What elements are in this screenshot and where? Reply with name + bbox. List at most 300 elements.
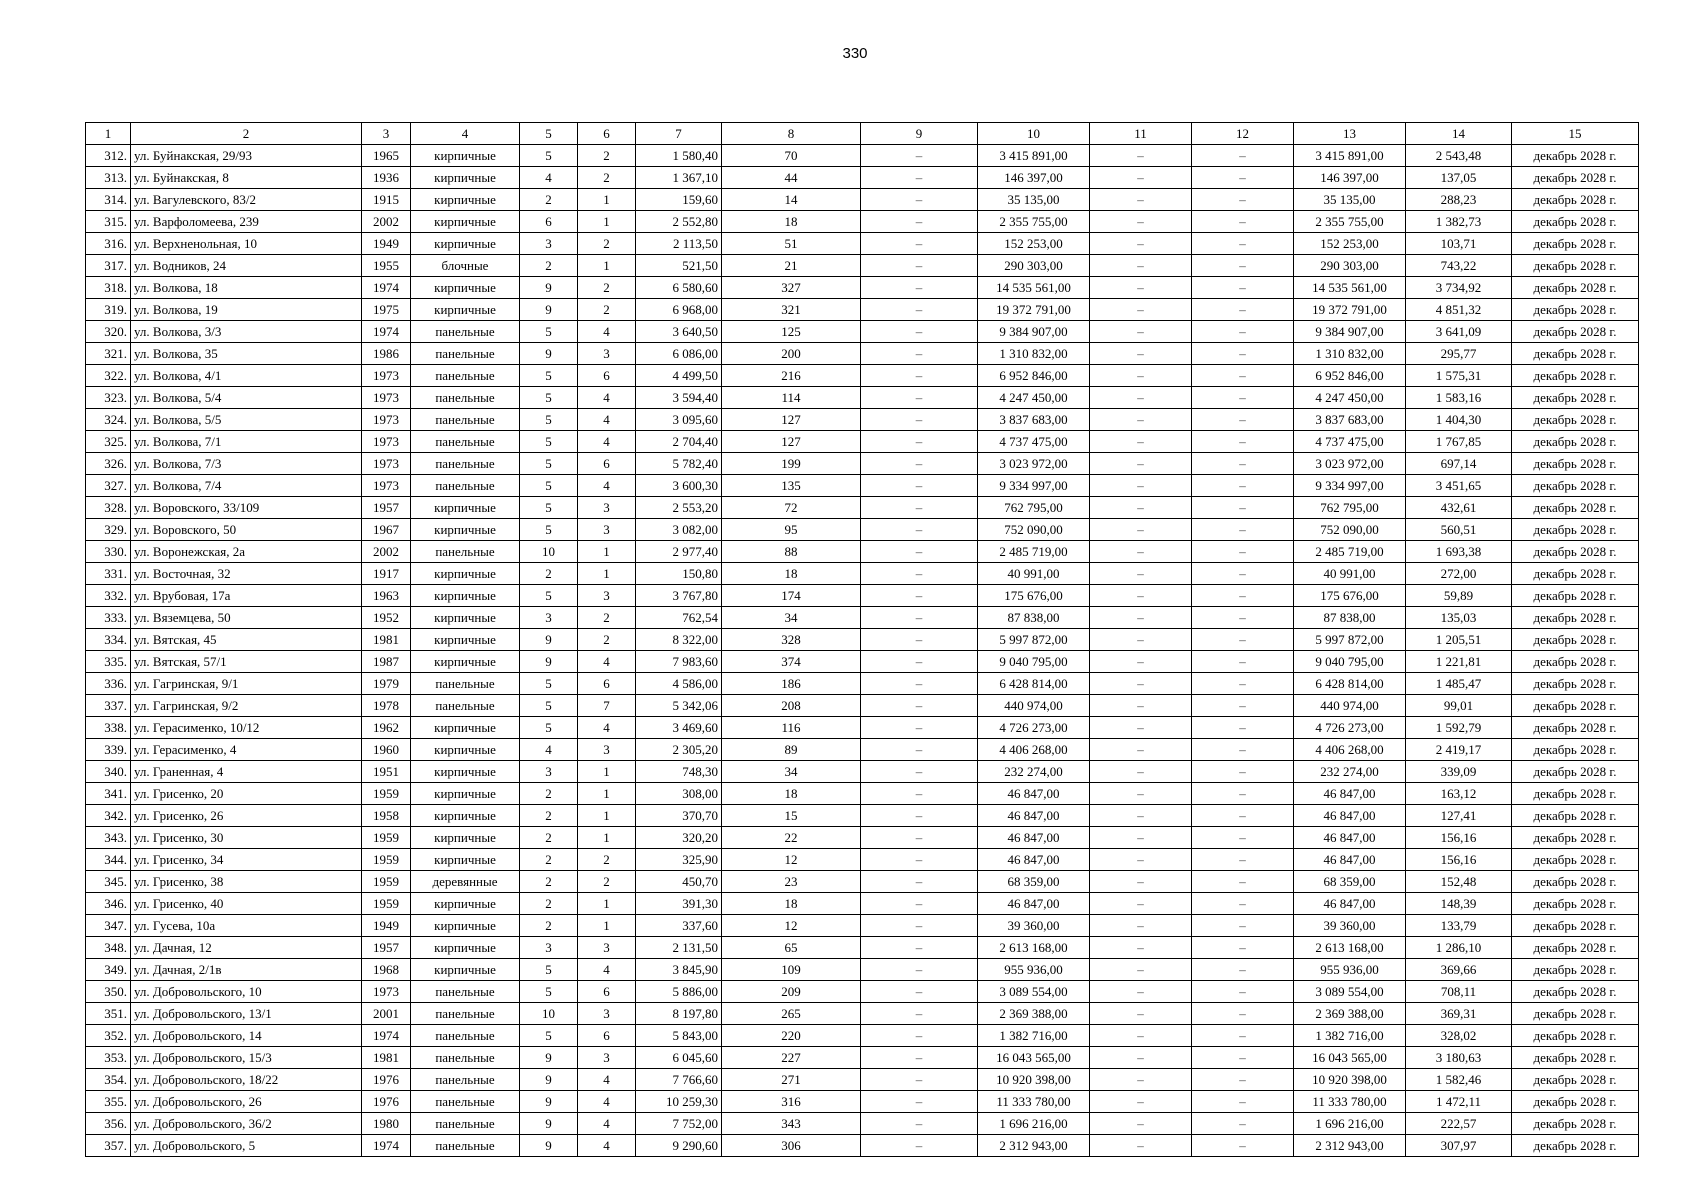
column-header-5: 5: [520, 123, 578, 145]
table-cell-col-7: 2 113,50: [636, 233, 722, 255]
table-cell-col-1: 323.: [86, 387, 131, 409]
table-cell-col-11: –: [1090, 871, 1192, 893]
table-cell-col-1: 349.: [86, 959, 131, 981]
table-cell-col-14: 3 641,09: [1406, 321, 1512, 343]
table-cell-col-13: 46 847,00: [1294, 849, 1406, 871]
table-cell-col-10: 2 613 168,00: [978, 937, 1090, 959]
table-cell-col-3: 1986: [362, 343, 411, 365]
table-cell-col-8: 12: [722, 915, 861, 937]
table-cell-col-6: 6: [578, 673, 636, 695]
table-cell-col-15: декабрь 2028 г.: [1512, 453, 1639, 475]
table-cell-col-8: 95: [722, 519, 861, 541]
table-cell-col-1: 326.: [86, 453, 131, 475]
table-cell-col-5: 9: [520, 1113, 578, 1135]
table-cell-col-10: 11 333 780,00: [978, 1091, 1090, 1113]
table-cell-col-4: кирпичные: [411, 299, 520, 321]
table-cell-col-2: ул. Герасименко, 4: [131, 739, 362, 761]
table-cell-col-3: 1974: [362, 321, 411, 343]
table-row: [86, 1135, 1639, 1157]
table-cell-col-3: 2002: [362, 541, 411, 563]
table-cell-col-15: декабрь 2028 г.: [1512, 299, 1639, 321]
table-cell-col-4: панельные: [411, 409, 520, 431]
table-cell-col-15: декабрь 2028 г.: [1512, 959, 1639, 981]
table-cell-col-12: –: [1192, 321, 1294, 343]
table-cell-col-8: 200: [722, 343, 861, 365]
table-cell-col-3: 2001: [362, 1003, 411, 1025]
table-cell-col-2: ул. Верхненольная, 10: [131, 233, 362, 255]
table-cell-col-14: 307,97: [1406, 1135, 1512, 1157]
table-cell-col-11: –: [1090, 1069, 1192, 1091]
table-cell-col-10: 3 837 683,00: [978, 409, 1090, 431]
table-row: [86, 145, 1639, 167]
table-cell-col-11: –: [1090, 497, 1192, 519]
table-cell-col-1: 322.: [86, 365, 131, 387]
table-cell-col-9: –: [861, 497, 978, 519]
table-cell-col-14: 1 582,46: [1406, 1069, 1512, 1091]
table-cell-col-7: 3 594,40: [636, 387, 722, 409]
table-cell-col-8: 265: [722, 1003, 861, 1025]
table-row: [86, 805, 1639, 827]
table-cell-col-8: 22: [722, 827, 861, 849]
table-cell-col-12: –: [1192, 541, 1294, 563]
table-cell-col-15: декабрь 2028 г.: [1512, 695, 1639, 717]
table-cell-col-1: 339.: [86, 739, 131, 761]
table-cell-col-14: 369,31: [1406, 1003, 1512, 1025]
table-cell-col-8: 135: [722, 475, 861, 497]
table-cell-col-14: 2 419,17: [1406, 739, 1512, 761]
table-row: [86, 299, 1639, 321]
table-cell-col-14: 432,61: [1406, 497, 1512, 519]
table-cell-col-7: 1 580,40: [636, 145, 722, 167]
table-cell-col-12: –: [1192, 1003, 1294, 1025]
table-cell-col-2: ул. Волкова, 3/3: [131, 321, 362, 343]
table-cell-col-7: 5 782,40: [636, 453, 722, 475]
table-cell-col-1: 331.: [86, 563, 131, 585]
table-cell-col-4: кирпичные: [411, 497, 520, 519]
table-cell-col-4: кирпичные: [411, 211, 520, 233]
table-cell-col-15: декабрь 2028 г.: [1512, 343, 1639, 365]
table-cell-col-3: 1980: [362, 1113, 411, 1135]
table-cell-col-3: 1949: [362, 233, 411, 255]
table-cell-col-5: 5: [520, 673, 578, 695]
table-cell-col-12: –: [1192, 1091, 1294, 1113]
table-cell-col-3: 1958: [362, 805, 411, 827]
table-cell-col-4: панельные: [411, 541, 520, 563]
table-cell-col-6: 3: [578, 1047, 636, 1069]
table-row: [86, 387, 1639, 409]
table-cell-col-1: 354.: [86, 1069, 131, 1091]
table-row: [86, 937, 1639, 959]
table-cell-col-1: 352.: [86, 1025, 131, 1047]
table-cell-col-7: 1 367,10: [636, 167, 722, 189]
table-cell-col-11: –: [1090, 211, 1192, 233]
table-cell-col-13: 9 334 997,00: [1294, 475, 1406, 497]
table-cell-col-10: 16 043 565,00: [978, 1047, 1090, 1069]
table-cell-col-3: 1987: [362, 651, 411, 673]
table-cell-col-3: 1951: [362, 761, 411, 783]
table-cell-col-14: 1 767,85: [1406, 431, 1512, 453]
table-cell-col-10: 152 253,00: [978, 233, 1090, 255]
table-cell-col-12: –: [1192, 651, 1294, 673]
table-cell-col-7: 8 322,00: [636, 629, 722, 651]
table-cell-col-5: 5: [520, 1025, 578, 1047]
table-cell-col-8: 18: [722, 893, 861, 915]
table-cell-col-1: 324.: [86, 409, 131, 431]
table-cell-col-1: 340.: [86, 761, 131, 783]
table-cell-col-4: кирпичные: [411, 651, 520, 673]
table-cell-col-13: 46 847,00: [1294, 783, 1406, 805]
table-cell-col-13: 762 795,00: [1294, 497, 1406, 519]
table-cell-col-2: ул. Вяземцева, 50: [131, 607, 362, 629]
table-cell-col-10: 3 023 972,00: [978, 453, 1090, 475]
table-cell-col-12: –: [1192, 145, 1294, 167]
table-cell-col-6: 4: [578, 321, 636, 343]
table-cell-col-12: –: [1192, 431, 1294, 453]
table-cell-col-6: 2: [578, 629, 636, 651]
column-header-1: 1: [86, 123, 131, 145]
table-cell-col-7: 5 342,06: [636, 695, 722, 717]
table-cell-col-6: 3: [578, 497, 636, 519]
column-header-7: 7: [636, 123, 722, 145]
table-cell-col-10: 440 974,00: [978, 695, 1090, 717]
table-cell-col-10: 752 090,00: [978, 519, 1090, 541]
table-cell-col-4: кирпичные: [411, 167, 520, 189]
table-cell-col-12: –: [1192, 915, 1294, 937]
table-cell-col-15: декабрь 2028 г.: [1512, 739, 1639, 761]
table-cell-col-5: 2: [520, 189, 578, 211]
table-cell-col-6: 4: [578, 431, 636, 453]
table-cell-col-7: 9 290,60: [636, 1135, 722, 1157]
table-cell-col-4: кирпичные: [411, 189, 520, 211]
table-cell-col-7: 4 586,00: [636, 673, 722, 695]
table-cell-col-4: панельные: [411, 1113, 520, 1135]
table-cell-col-12: –: [1192, 761, 1294, 783]
column-header-4: 4: [411, 123, 520, 145]
table-cell-col-10: 46 847,00: [978, 849, 1090, 871]
table-cell-col-5: 2: [520, 915, 578, 937]
table-cell-col-6: 1: [578, 189, 636, 211]
table-cell-col-15: декабрь 2028 г.: [1512, 1003, 1639, 1025]
table-cell-col-8: 343: [722, 1113, 861, 1135]
table-cell-col-14: 3 734,92: [1406, 277, 1512, 299]
table-cell-col-9: –: [861, 475, 978, 497]
table-cell-col-14: 137,05: [1406, 167, 1512, 189]
table-cell-col-9: –: [861, 871, 978, 893]
table-cell-col-14: 339,09: [1406, 761, 1512, 783]
table-cell-col-2: ул. Воровского, 50: [131, 519, 362, 541]
table-cell-col-12: –: [1192, 475, 1294, 497]
table-cell-col-13: 2 613 168,00: [1294, 937, 1406, 959]
table-cell-col-14: 295,77: [1406, 343, 1512, 365]
table-cell-col-7: 2 552,80: [636, 211, 722, 233]
table-row: [86, 233, 1639, 255]
table-cell-col-11: –: [1090, 915, 1192, 937]
table-cell-col-10: 2 369 388,00: [978, 1003, 1090, 1025]
table-cell-col-10: 46 847,00: [978, 827, 1090, 849]
table-cell-col-9: –: [861, 959, 978, 981]
table-cell-col-6: 1: [578, 783, 636, 805]
table-cell-col-5: 9: [520, 343, 578, 365]
table-cell-col-13: 3 089 554,00: [1294, 981, 1406, 1003]
table-cell-col-4: панельные: [411, 1091, 520, 1113]
table-cell-col-4: панельные: [411, 365, 520, 387]
table-cell-col-8: 51: [722, 233, 861, 255]
table-cell-col-6: 4: [578, 1069, 636, 1091]
table-cell-col-11: –: [1090, 387, 1192, 409]
table-cell-col-15: декабрь 2028 г.: [1512, 629, 1639, 651]
table-cell-col-13: 5 997 872,00: [1294, 629, 1406, 651]
table-cell-col-6: 3: [578, 519, 636, 541]
table-cell-col-11: –: [1090, 299, 1192, 321]
table-cell-col-1: 312.: [86, 145, 131, 167]
table-cell-col-2: ул. Варфоломеева, 239: [131, 211, 362, 233]
table-cell-col-9: –: [861, 519, 978, 541]
table-cell-col-9: –: [861, 453, 978, 475]
table-cell-col-5: 9: [520, 629, 578, 651]
table-cell-col-1: 341.: [86, 783, 131, 805]
table-cell-col-10: 2 485 719,00: [978, 541, 1090, 563]
table-cell-col-15: декабрь 2028 г.: [1512, 871, 1639, 893]
table-cell-col-4: кирпичные: [411, 827, 520, 849]
table-cell-col-13: 2 312 943,00: [1294, 1135, 1406, 1157]
table-cell-col-12: –: [1192, 827, 1294, 849]
table-cell-col-12: –: [1192, 1113, 1294, 1135]
table-cell-col-9: –: [861, 827, 978, 849]
table-cell-col-3: 1957: [362, 497, 411, 519]
table-cell-col-14: 222,57: [1406, 1113, 1512, 1135]
table-cell-col-14: 328,02: [1406, 1025, 1512, 1047]
table-cell-col-6: 1: [578, 761, 636, 783]
table-cell-col-8: 271: [722, 1069, 861, 1091]
table-cell-col-4: панельные: [411, 673, 520, 695]
table-cell-col-2: ул. Добровольского, 10: [131, 981, 362, 1003]
table-cell-col-4: кирпичные: [411, 519, 520, 541]
table-cell-col-4: кирпичные: [411, 937, 520, 959]
table-cell-col-10: 175 676,00: [978, 585, 1090, 607]
table-cell-col-13: 1 696 216,00: [1294, 1113, 1406, 1135]
table-cell-col-5: 9: [520, 1091, 578, 1113]
table-cell-col-1: 345.: [86, 871, 131, 893]
table-cell-col-3: 1960: [362, 739, 411, 761]
table-cell-col-2: ул. Грисенко, 26: [131, 805, 362, 827]
table-cell-col-2: ул. Буйнакская, 29/93: [131, 145, 362, 167]
table-cell-col-7: 7 766,60: [636, 1069, 722, 1091]
table-cell-col-10: 955 936,00: [978, 959, 1090, 981]
table-cell-col-12: –: [1192, 387, 1294, 409]
table-cell-col-15: декабрь 2028 г.: [1512, 255, 1639, 277]
page-number: 330: [842, 45, 868, 62]
table-cell-col-1: 321.: [86, 343, 131, 365]
table-cell-col-15: декабрь 2028 г.: [1512, 541, 1639, 563]
table-cell-col-14: 156,16: [1406, 827, 1512, 849]
table-cell-col-5: 10: [520, 1003, 578, 1025]
table-cell-col-12: –: [1192, 717, 1294, 739]
table-cell-col-10: 4 247 450,00: [978, 387, 1090, 409]
table-cell-col-12: –: [1192, 673, 1294, 695]
table-cell-col-2: ул. Грисенко, 34: [131, 849, 362, 871]
table-cell-col-13: 87 838,00: [1294, 607, 1406, 629]
table-cell-col-2: ул. Добровольского, 5: [131, 1135, 362, 1157]
table-cell-col-7: 3 767,80: [636, 585, 722, 607]
table-cell-col-11: –: [1090, 277, 1192, 299]
table-cell-col-3: 2002: [362, 211, 411, 233]
table-cell-col-4: панельные: [411, 1069, 520, 1091]
table-cell-col-11: –: [1090, 585, 1192, 607]
table-cell-col-12: –: [1192, 871, 1294, 893]
table-cell-col-5: 5: [520, 585, 578, 607]
table-cell-col-10: 68 359,00: [978, 871, 1090, 893]
table-cell-col-6: 4: [578, 1113, 636, 1135]
table-cell-col-12: –: [1192, 299, 1294, 321]
table-cell-col-12: –: [1192, 1135, 1294, 1157]
table-cell-col-13: 16 043 565,00: [1294, 1047, 1406, 1069]
table-cell-col-10: 6 952 846,00: [978, 365, 1090, 387]
table-cell-col-10: 1 696 216,00: [978, 1113, 1090, 1135]
table-cell-col-11: –: [1090, 409, 1192, 431]
table-cell-col-3: 1973: [362, 981, 411, 1003]
table-cell-col-9: –: [861, 167, 978, 189]
table-cell-col-6: 3: [578, 343, 636, 365]
table-cell-col-8: 199: [722, 453, 861, 475]
table-cell-col-9: –: [861, 409, 978, 431]
table-cell-col-10: 14 535 561,00: [978, 277, 1090, 299]
table-row: [86, 827, 1639, 849]
table-cell-col-13: 4 737 475,00: [1294, 431, 1406, 453]
table-cell-col-2: ул. Гагринская, 9/1: [131, 673, 362, 695]
table-row: [86, 871, 1639, 893]
table-cell-col-1: 357.: [86, 1135, 131, 1157]
table-cell-col-3: 1917: [362, 563, 411, 585]
table-cell-col-13: 290 303,00: [1294, 255, 1406, 277]
table-cell-col-10: 40 991,00: [978, 563, 1090, 585]
table-cell-col-4: кирпичные: [411, 607, 520, 629]
table-cell-col-11: –: [1090, 255, 1192, 277]
table-cell-col-14: 163,12: [1406, 783, 1512, 805]
table-cell-col-7: 6 968,00: [636, 299, 722, 321]
table-cell-col-11: –: [1090, 783, 1192, 805]
table-cell-col-15: декабрь 2028 г.: [1512, 651, 1639, 673]
table-cell-col-9: –: [861, 1069, 978, 1091]
table-cell-col-1: 314.: [86, 189, 131, 211]
table-cell-col-8: 208: [722, 695, 861, 717]
table-cell-col-15: декабрь 2028 г.: [1512, 981, 1639, 1003]
table-cell-col-12: –: [1192, 211, 1294, 233]
table-cell-col-9: –: [861, 1091, 978, 1113]
table-row: [86, 409, 1639, 431]
table-cell-col-12: –: [1192, 343, 1294, 365]
table-cell-col-8: 306: [722, 1135, 861, 1157]
table-cell-col-1: 319.: [86, 299, 131, 321]
table-cell-col-5: 10: [520, 541, 578, 563]
table-cell-col-9: –: [861, 343, 978, 365]
table-cell-col-8: 23: [722, 871, 861, 893]
table-row: [86, 1069, 1639, 1091]
table-cell-col-14: 1 382,73: [1406, 211, 1512, 233]
table-cell-col-2: ул. Волкова, 5/4: [131, 387, 362, 409]
table-row: [86, 343, 1639, 365]
table-cell-col-4: панельные: [411, 981, 520, 1003]
table-cell-col-6: 7: [578, 695, 636, 717]
table-cell-col-10: 1 382 716,00: [978, 1025, 1090, 1047]
table-cell-col-7: 2 704,40: [636, 431, 722, 453]
table-cell-col-9: –: [861, 761, 978, 783]
table-cell-col-14: 3 451,65: [1406, 475, 1512, 497]
table-cell-col-11: –: [1090, 827, 1192, 849]
table-cell-col-3: 1952: [362, 607, 411, 629]
table-cell-col-10: 6 428 814,00: [978, 673, 1090, 695]
table-cell-col-3: 1973: [362, 475, 411, 497]
table-row: [86, 211, 1639, 233]
table-cell-col-2: ул. Волкова, 35: [131, 343, 362, 365]
table-cell-col-3: 1978: [362, 695, 411, 717]
table-cell-col-6: 2: [578, 167, 636, 189]
table-cell-col-15: декабрь 2028 г.: [1512, 827, 1639, 849]
table-cell-col-3: 1962: [362, 717, 411, 739]
table-cell-col-10: 1 310 832,00: [978, 343, 1090, 365]
column-number-row: [86, 123, 1639, 145]
table-cell-col-14: 99,01: [1406, 695, 1512, 717]
table-cell-col-5: 9: [520, 1047, 578, 1069]
table-cell-col-6: 3: [578, 739, 636, 761]
table-cell-col-4: кирпичные: [411, 629, 520, 651]
table-cell-col-2: ул. Добровольского, 15/3: [131, 1047, 362, 1069]
table-row: [86, 783, 1639, 805]
table-cell-col-14: 1 583,16: [1406, 387, 1512, 409]
table-cell-col-14: 3 180,63: [1406, 1047, 1512, 1069]
table-cell-col-15: декабрь 2028 г.: [1512, 1113, 1639, 1135]
table-cell-col-12: –: [1192, 585, 1294, 607]
table-cell-col-10: 4 737 475,00: [978, 431, 1090, 453]
table-row: [86, 1091, 1639, 1113]
column-header-10: 10: [978, 123, 1090, 145]
table-cell-col-6: 2: [578, 277, 636, 299]
table-cell-col-1: 317.: [86, 255, 131, 277]
table-row: [86, 255, 1639, 277]
table-cell-col-11: –: [1090, 1091, 1192, 1113]
table-cell-col-9: –: [861, 607, 978, 629]
table-cell-col-4: кирпичные: [411, 959, 520, 981]
table-cell-col-10: 46 847,00: [978, 805, 1090, 827]
table-cell-col-1: 333.: [86, 607, 131, 629]
table-cell-col-7: 6 580,60: [636, 277, 722, 299]
table-cell-col-9: –: [861, 783, 978, 805]
table-cell-col-12: –: [1192, 629, 1294, 651]
table-cell-col-7: 748,30: [636, 761, 722, 783]
table-cell-col-15: декабрь 2028 г.: [1512, 1025, 1639, 1047]
table-cell-col-11: –: [1090, 541, 1192, 563]
table-cell-col-7: 325,90: [636, 849, 722, 871]
table-cell-col-3: 1936: [362, 167, 411, 189]
table-cell-col-5: 5: [520, 453, 578, 475]
table-cell-col-14: 1 472,11: [1406, 1091, 1512, 1113]
table-cell-col-1: 344.: [86, 849, 131, 871]
table-cell-col-5: 5: [520, 717, 578, 739]
table-cell-col-4: панельные: [411, 1047, 520, 1069]
table-cell-col-7: 320,20: [636, 827, 722, 849]
table-cell-col-8: 328: [722, 629, 861, 651]
table-cell-col-5: 2: [520, 563, 578, 585]
table-cell-col-5: 9: [520, 1135, 578, 1157]
table-cell-col-13: 14 535 561,00: [1294, 277, 1406, 299]
table-cell-col-10: 5 997 872,00: [978, 629, 1090, 651]
table-row: [86, 519, 1639, 541]
table-cell-col-4: панельные: [411, 343, 520, 365]
table-cell-col-5: 5: [520, 431, 578, 453]
table-row: [86, 915, 1639, 937]
table-cell-col-14: 697,14: [1406, 453, 1512, 475]
table-cell-col-4: кирпичные: [411, 717, 520, 739]
table-cell-col-4: деревянные: [411, 871, 520, 893]
